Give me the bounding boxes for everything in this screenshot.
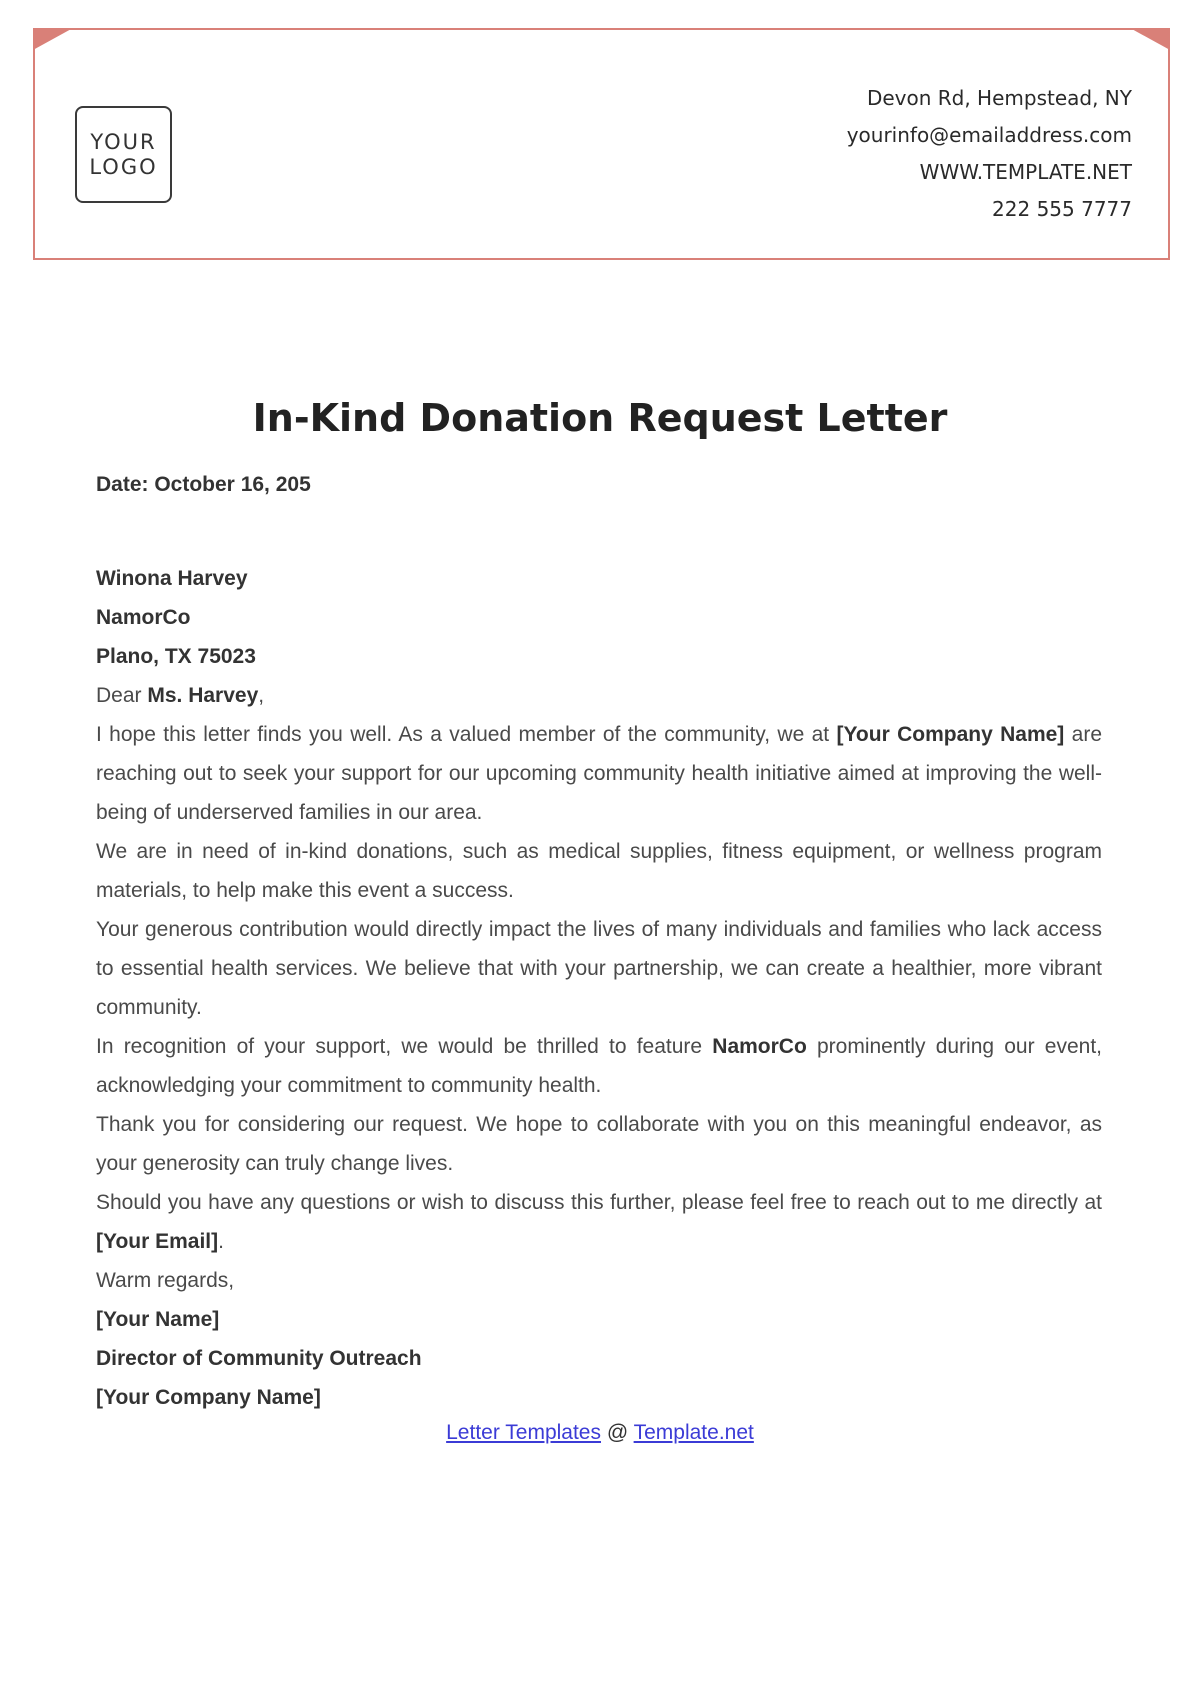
company-logo	[75, 106, 172, 203]
salutation-name: Ms. Harvey	[147, 684, 259, 707]
contact-info	[847, 80, 1132, 228]
paragraph-needs: We are in need of in-kind donations, such as medical supplies, fitness equipment, or wellness program materials, to help make this event a success.	[96, 840, 1102, 902]
salutation-suffix: ,	[258, 684, 265, 707]
paragraph-impact: Your generous contribution would directly impact the lives of many individuals and families who lack access to essential health services. We believe that with your partnership, we can create a healthier, more vibrant community.	[96, 918, 1102, 1019]
paragraph-contact-text-a: Should you have any questions or wish to discuss this further, please feel free to reach out to me directly at	[96, 1191, 1102, 1214]
salutation-prefix: Dear	[96, 684, 148, 707]
paragraph-contact-text-b: .	[218, 1230, 224, 1253]
logo-line-2: LOGO	[89, 154, 158, 179]
paragraph-contact	[96, 1183, 1102, 1261]
sender-name: [Your Name]	[96, 1308, 220, 1331]
letter-body	[96, 559, 1102, 1417]
letter-templates-link[interactable]: Letter Templates	[446, 1421, 601, 1444]
footer-attribution	[0, 1418, 1200, 1448]
recipient-name: Winona Harvey	[96, 567, 248, 590]
paragraph-intro-text-b: are reaching out to seek your support for our upcoming community health initiative aimed at improving the well-being of underserved families in our area.	[96, 723, 1102, 824]
paragraph-thanks: Thank you for considering our request. We hope to collaborate with you on this meaningful endeavor, as your generosity can truly change lives.	[96, 1113, 1102, 1175]
corner-accent-left	[33, 28, 79, 56]
sender-company-placeholder: [Your Company Name]	[836, 723, 1065, 746]
letter-title: In-Kind Donation Request Letter	[252, 396, 948, 440]
sender-company: [Your Company Name]	[96, 1386, 321, 1409]
contact-email: yourinfo@emailaddress.com	[846, 123, 1132, 147]
recognition-company: NamorCo	[712, 1035, 807, 1058]
recipient-company: NamorCo	[96, 606, 191, 629]
corner-accent-right	[1124, 28, 1170, 56]
recipient-address: Plano, TX 75023	[96, 645, 256, 668]
contact-address: Devon Rd, Hempstead, NY	[866, 86, 1132, 110]
paragraph-recognition-text-a: In recognition of your support, we would be thrilled to feature	[96, 1035, 713, 1058]
salutation	[96, 676, 1102, 715]
footer-separator: @	[601, 1421, 634, 1444]
logo-line-1: YOUR	[90, 129, 157, 154]
contact-phone: 222 555 7777	[992, 197, 1132, 221]
closing: Warm regards,	[96, 1269, 235, 1292]
paragraph-intro-text-a: I hope this letter finds you well. As a valued member of the community, we at	[96, 723, 837, 746]
letter-date: Date: October 16, 205	[96, 473, 311, 496]
paragraph-intro	[96, 715, 1102, 832]
sender-title: Director of Community Outreach	[96, 1347, 422, 1370]
email-placeholder: [Your Email]	[96, 1230, 219, 1253]
contact-website: WWW.TEMPLATE.NET	[919, 160, 1132, 184]
paragraph-recognition	[96, 1027, 1102, 1105]
paragraph-recognition-text-b: prominently during our event, acknowledging your commitment to community health.	[96, 1035, 1102, 1097]
template-net-link[interactable]: Template.net	[633, 1421, 754, 1444]
